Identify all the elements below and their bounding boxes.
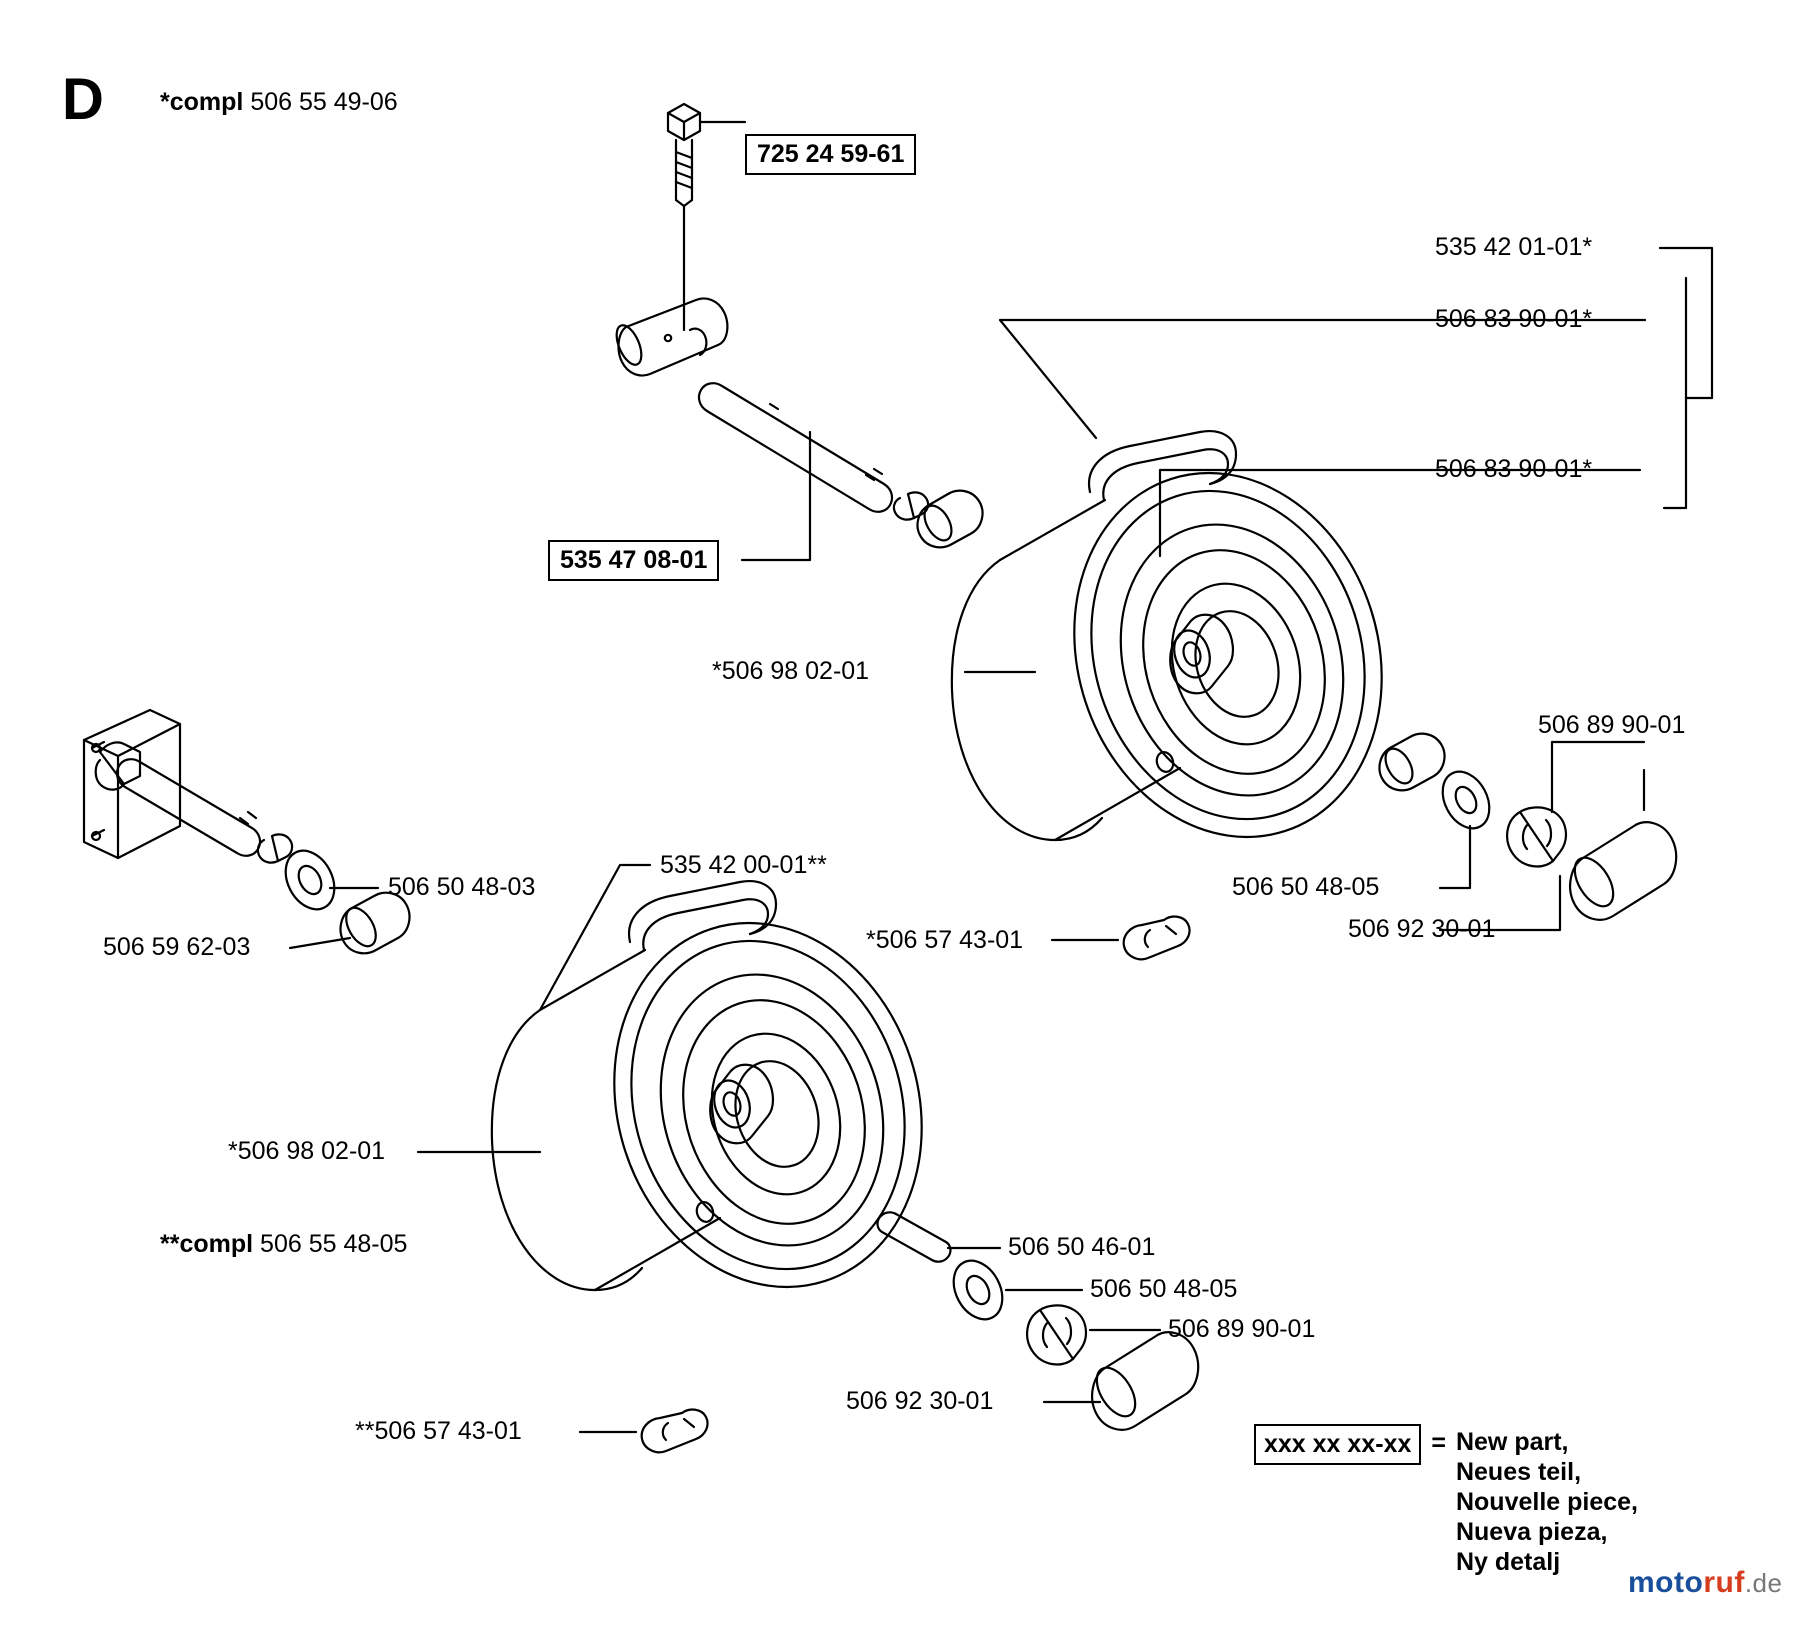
top-washer-a	[894, 492, 928, 519]
legend-sample-number: xxx xx xx-xx	[1254, 1424, 1421, 1465]
bottom-washer-a	[276, 842, 344, 917]
top-wheel	[952, 431, 1428, 877]
section-letter: D	[62, 67, 104, 132]
callout-506-50-46-01: 506 50 46-01	[1008, 1233, 1156, 1261]
compl-top-number: 506 55 49-06	[250, 88, 398, 116]
callout-506-83-90-01-upper: 506 83 90-01*	[1435, 305, 1593, 333]
top-small-clip	[1124, 917, 1190, 960]
callout-506-50-48-03: 506 50 48-03	[388, 873, 536, 901]
callout-506-98-02-01-top: *506 98 02-01	[712, 657, 870, 685]
callout-506-89-90-01-bottom: 506 89 90-01	[1168, 1315, 1316, 1343]
bottom-small-clip	[642, 1410, 708, 1453]
watermark-logo	[1628, 1566, 1782, 1600]
legend-line-en: New part,	[1455, 1428, 1569, 1456]
compl-bottom-prefix: **compl	[160, 1230, 254, 1258]
part-number-bolt: 725 24 59-61	[745, 134, 916, 175]
callout-535-42-01-01: 535 42 01-01*	[1435, 233, 1593, 261]
watermark-part3: .de	[1744, 1568, 1783, 1598]
compl-top-prefix: *compl	[160, 88, 244, 116]
compl-bottom-number: 506 55 48-05	[260, 1230, 408, 1258]
legend-line-fr: Nouvelle piece,	[1455, 1488, 1638, 1516]
top-retainer-clip	[1507, 807, 1566, 866]
bottom-washer-b	[944, 1252, 1012, 1327]
compl-bottom-label	[160, 1230, 407, 1259]
legend-line-de: Neues teil,	[1455, 1458, 1582, 1486]
callout-506-50-48-05-top: 506 50 48-05	[1232, 873, 1380, 901]
legend	[1254, 1424, 1638, 1577]
top-washer-b	[1433, 764, 1498, 837]
top-bushing-b	[1379, 734, 1444, 791]
bottom-hub-cap	[1089, 1332, 1198, 1430]
callout-506-92-30-01-bottom: 506 92 30-01	[846, 1387, 994, 1415]
bolt-illustration	[668, 104, 700, 206]
callout-506-57-43-01-bottom: **506 57 43-01	[355, 1417, 522, 1445]
bottom-washer-small	[258, 834, 292, 862]
callout-506-57-43-01-top: *506 57 43-01	[866, 926, 1024, 954]
callout-506-83-90-01-lower: 506 83 90-01*	[1435, 455, 1593, 483]
top-hub-cap	[1567, 822, 1676, 920]
callout-506-92-30-01-top: 506 92 30-01	[1348, 915, 1496, 943]
bottom-axle-shaft	[117, 759, 260, 856]
legend-translations	[1456, 1424, 1638, 1577]
legend-line-es: Nueva pieza,	[1455, 1518, 1608, 1546]
callout-535-42-00-01: 535 42 00-01**	[660, 851, 827, 879]
bottom-key	[878, 1212, 951, 1261]
callout-506-59-62-03: 506 59 62-03	[103, 933, 251, 961]
watermark-part2: ruf	[1703, 1566, 1745, 1599]
callout-506-50-48-05-bottom: 506 50 48-05	[1090, 1275, 1238, 1303]
top-sleeve	[612, 299, 728, 376]
compl-top-label	[160, 88, 398, 117]
part-number-axle: 535 47 08-01	[548, 540, 719, 581]
callout-506-89-90-01-top: 506 89 90-01	[1538, 711, 1686, 739]
watermark-part1: moto	[1628, 1566, 1704, 1599]
callout-506-98-02-01-bottom: *506 98 02-01	[228, 1137, 386, 1165]
top-axle-shaft	[699, 383, 892, 512]
bottom-bracket	[84, 710, 180, 858]
legend-equals: =	[1431, 1429, 1446, 1457]
legend-line-sv: Ny detalj	[1455, 1548, 1561, 1576]
bottom-retainer-clip	[1027, 1305, 1086, 1364]
